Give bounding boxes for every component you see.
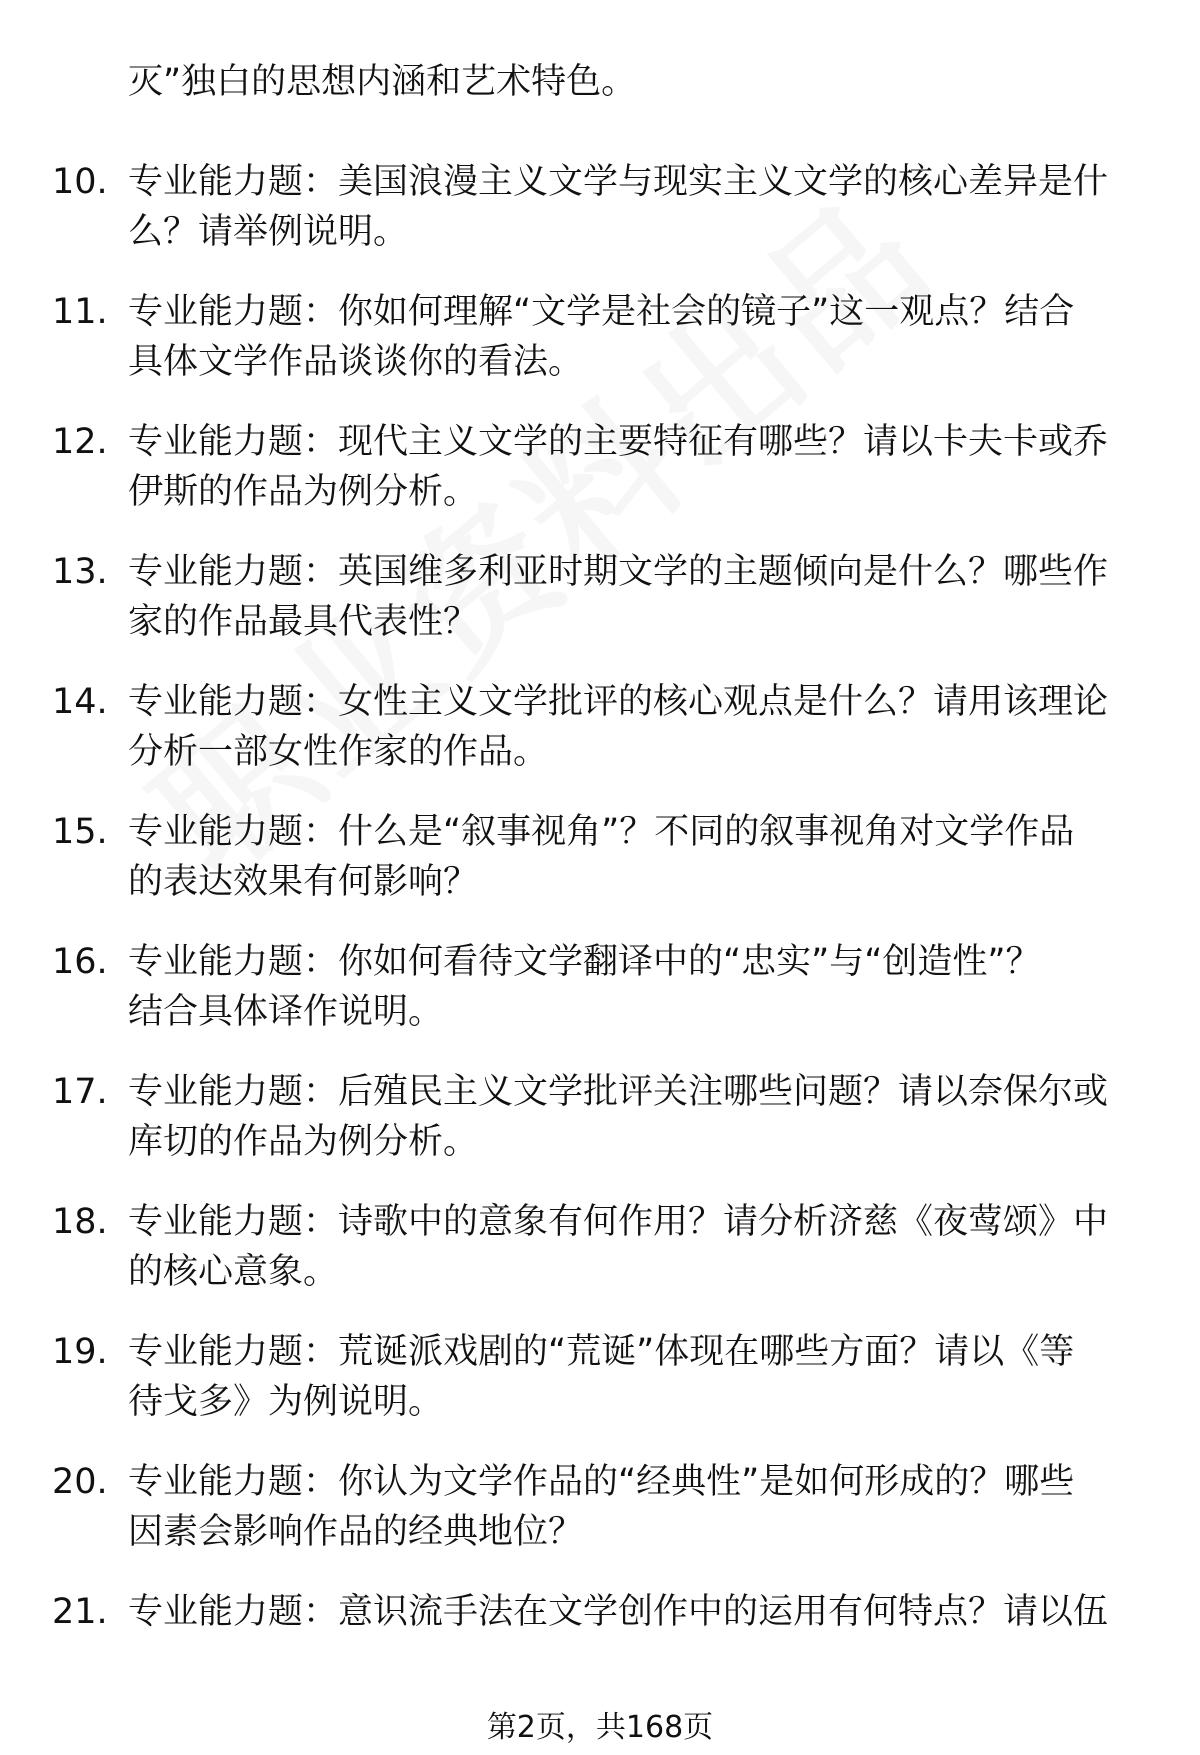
question-text-line: 专业能力题：你如何理解“文学是社会的镜子”这一观点？结合	[128, 292, 1075, 332]
previous-question-continuation: 灭”独白的思想内涵和艺术特色。	[128, 62, 637, 102]
question-item	[0, 677, 1200, 807]
question-item	[0, 807, 1200, 937]
question-text-line: 专业能力题：什么是“叙事视角”？不同的叙事视角对文学作品	[128, 812, 1075, 852]
question-text	[128, 287, 1138, 387]
question-number: 15.	[52, 812, 108, 852]
question-text-line: 分析一部女性作家的作品。	[128, 732, 549, 772]
question-text	[128, 547, 1138, 647]
question-number: 11.	[52, 292, 108, 332]
question-text-line: 库切的作品为例分析。	[128, 1122, 479, 1162]
question-text-line: 专业能力题：美国浪漫主义文学与现实主义文学的核心差异是什	[128, 162, 1109, 202]
question-text-line: 家的作品最具代表性？	[128, 602, 479, 642]
question-item	[0, 287, 1200, 417]
question-text	[128, 937, 1138, 1037]
question-list	[0, 157, 1200, 1717]
question-text	[128, 1067, 1138, 1167]
question-text-line: 结合具体译作说明。	[128, 992, 444, 1032]
question-text-line: 待戈多》为例说明。	[128, 1382, 444, 1422]
question-number: 20.	[52, 1462, 108, 1502]
question-text-line: 专业能力题：英国维多利亚时期文学的主题倾向是什么？哪些作	[128, 552, 1109, 592]
question-text-line: 专业能力题：后殖民主义文学批评关注哪些问题？请以奈保尔或	[128, 1072, 1109, 1112]
question-text-line: 专业能力题：荒诞派戏剧的“荒诞”体现在哪些方面？请以《等	[128, 1332, 1075, 1372]
question-number: 18.	[52, 1202, 108, 1242]
question-number: 13.	[52, 552, 108, 592]
question-text	[128, 677, 1138, 777]
question-text	[128, 1587, 1138, 1637]
question-text	[128, 1327, 1138, 1427]
question-text	[128, 807, 1138, 907]
question-text-line: 因素会影响作品的经典地位？	[128, 1512, 584, 1552]
question-text-line: 专业能力题：意识流手法在文学创作中的运用有何特点？请以伍	[128, 1592, 1109, 1632]
question-number: 17.	[52, 1072, 108, 1112]
question-number: 16.	[52, 942, 108, 982]
question-text	[128, 1457, 1138, 1557]
question-text-line: 专业能力题：女性主义文学批评的核心观点是什么？请用该理论	[128, 682, 1109, 722]
page-footer: 第2页，共168页	[486, 1710, 714, 1745]
question-number: 19.	[52, 1332, 108, 1372]
question-text	[128, 1197, 1138, 1297]
question-text-line: 具体文学作品谈谈你的看法。	[128, 342, 584, 382]
question-text	[128, 157, 1138, 257]
question-item	[0, 157, 1200, 287]
question-item	[0, 1327, 1200, 1457]
question-text-line: 专业能力题：现代主义文学的主要特征有哪些？请以卡夫卡或乔	[128, 422, 1109, 462]
question-text-line: 专业能力题：你认为文学作品的“经典性”是如何形成的？哪些	[128, 1462, 1075, 1502]
question-item	[0, 1457, 1200, 1587]
question-item	[0, 547, 1200, 677]
question-text-line: 的表达效果有何影响？	[128, 862, 479, 902]
question-number: 21.	[52, 1592, 108, 1632]
question-item	[0, 417, 1200, 547]
question-item	[0, 1067, 1200, 1197]
question-text-line: 么？请举例说明。	[128, 212, 409, 252]
question-text-line: 的核心意象。	[128, 1252, 339, 1292]
question-text	[128, 417, 1138, 517]
question-text-line: 专业能力题：诗歌中的意象有何作用？请分析济慈《夜莺颂》中	[128, 1202, 1109, 1242]
question-number: 14.	[52, 682, 108, 722]
question-item	[0, 937, 1200, 1067]
question-number: 12.	[52, 422, 108, 462]
question-item	[0, 1197, 1200, 1327]
question-item	[0, 1587, 1200, 1717]
question-number: 10.	[52, 162, 108, 202]
question-text-line: 伊斯的作品为例分析。	[128, 472, 479, 512]
question-text-line: 专业能力题：你如何看待文学翻译中的“忠实”与“创造性”？	[128, 942, 1041, 982]
